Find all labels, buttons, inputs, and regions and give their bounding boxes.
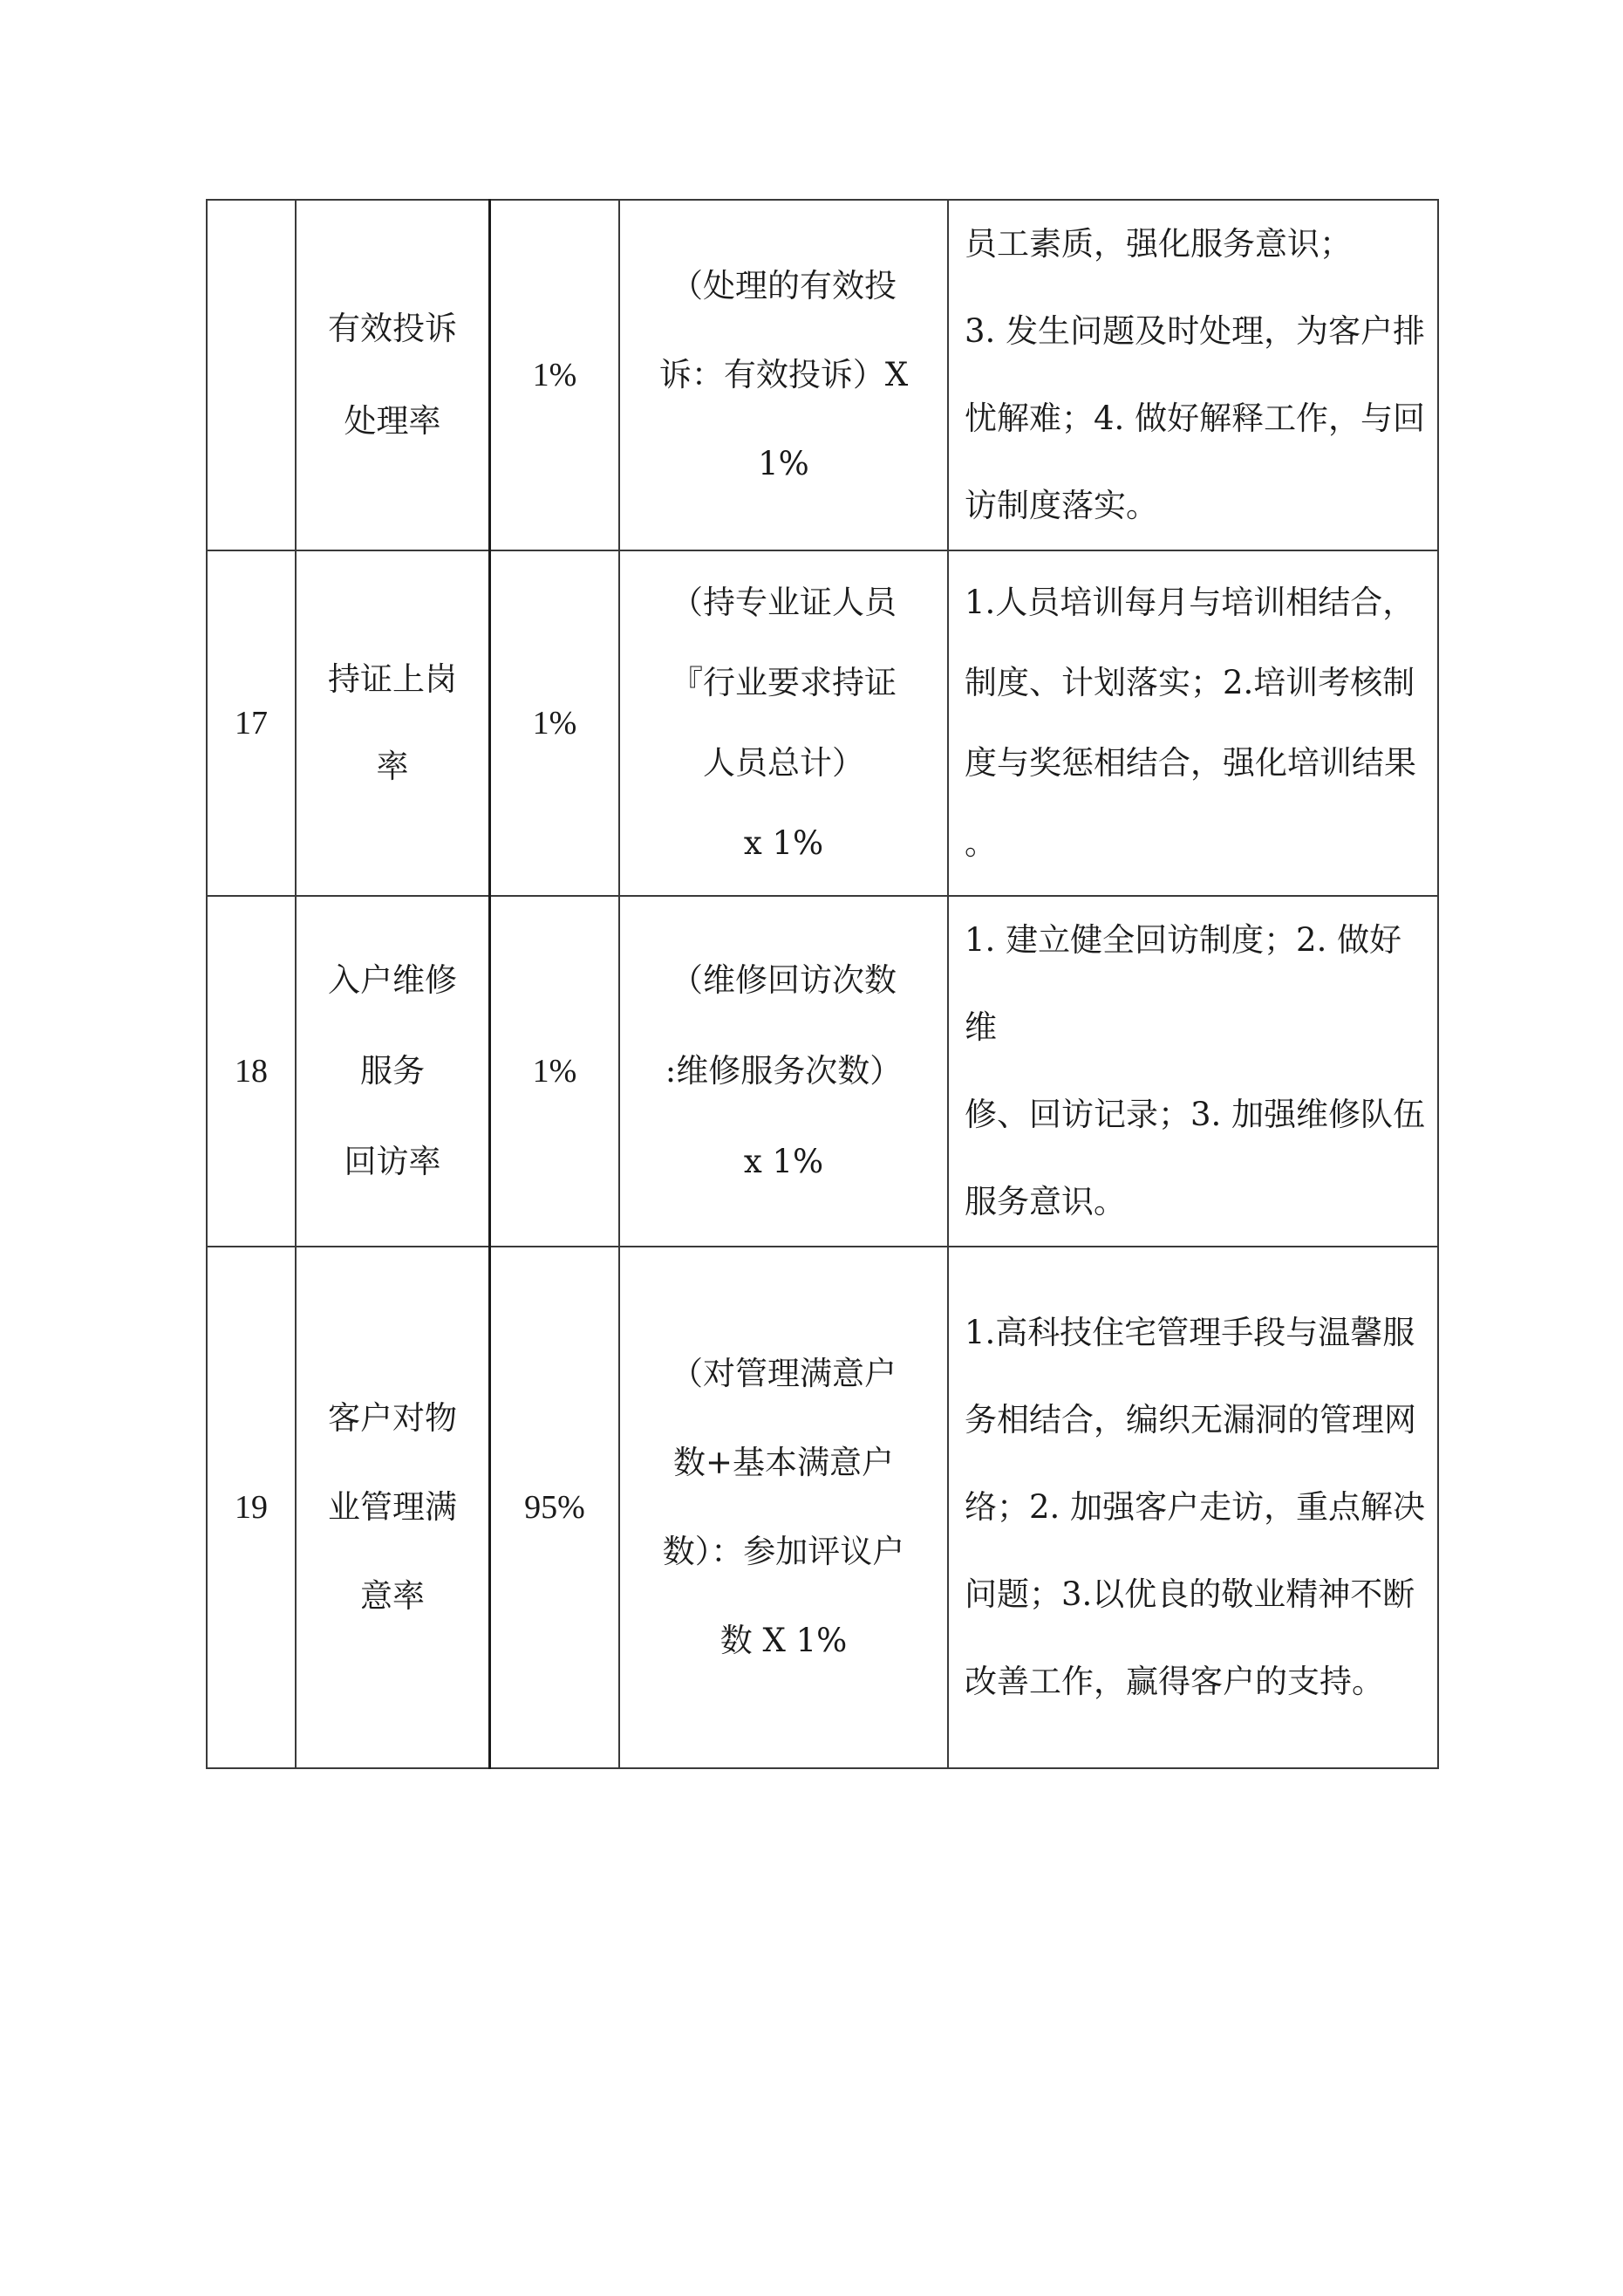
table-row (207, 200, 1438, 550)
indicator-name-cell (296, 1247, 490, 1768)
target-cell (490, 1247, 620, 1768)
table-row (207, 1247, 1438, 1768)
kpi-table (206, 199, 1439, 1769)
row-number-cell (207, 550, 296, 896)
target-value: 95% (524, 1489, 585, 1526)
table-row (207, 550, 1438, 896)
row-number-cell (207, 896, 296, 1247)
formula-cell (619, 1247, 948, 1768)
measure-text: 1. 建立健全回访制度；2. 做好维 修、回访记录；3. 加强维修队伍 服务意识。 (965, 921, 1426, 1220)
target-cell (490, 896, 620, 1247)
measure-cell (948, 550, 1438, 896)
measure-text: 1.人员培训每月与培训相结合， 制度、计划落实；2.培训考核制 度与奖惩相结合，强化培训结果 。 (965, 584, 1416, 862)
measure-text: 员工素质，强化服务意识； 3. 发生问题及时处理，为客户排 忧解难；4. 做好解释工作，与回 访制度落实。 (965, 225, 1426, 524)
indicator-name: 客户对物 业管理满 意率 (328, 1399, 457, 1615)
row-number: 19 (235, 1489, 268, 1526)
target-cell (490, 200, 620, 550)
table-row (207, 896, 1438, 1247)
indicator-name: 持证上岗 率 (328, 660, 457, 785)
target-value: 1% (532, 705, 577, 741)
measure-text: 1.高科技住宅管理手段与温馨服 务相结合，编织无漏洞的管理网 络；2. 加强客户走访，重点解决 问题；3.以优良的敬业精神不断 改善工作，赢得客户的支持。 (965, 1314, 1426, 1700)
indicator-name: 有效投诉 处理率 (328, 310, 457, 440)
indicator-name-cell (296, 896, 490, 1247)
formula-text: （持专业证人员 『行业要求持证 人员总计） x 1% (671, 584, 897, 862)
row-number-cell (207, 1247, 296, 1768)
row-number-cell (207, 200, 296, 550)
measure-cell (948, 1247, 1438, 1768)
measure-cell (948, 896, 1438, 1247)
target-cell (490, 550, 620, 896)
formula-cell (619, 896, 948, 1247)
indicator-name: 入户维修 服务 回访率 (328, 961, 457, 1180)
formula-cell (619, 550, 948, 896)
formula-cell (619, 200, 948, 550)
formula-text: （维修回访次数 :维修服务次数） x 1% (665, 961, 903, 1180)
row-number: 17 (235, 705, 268, 741)
target-value: 1% (532, 357, 577, 393)
row-number: 18 (235, 1053, 268, 1090)
measure-cell (948, 200, 1438, 550)
target-value: 1% (532, 1053, 577, 1090)
formula-text: （对管理满意户 数+基本满意户 数）：参加评议户 数 X 1% (662, 1355, 905, 1659)
formula-text: （处理的有效投 诉：有效投诉）X 1% (658, 267, 909, 482)
indicator-name-cell (296, 200, 490, 550)
indicator-name-cell (296, 550, 490, 896)
